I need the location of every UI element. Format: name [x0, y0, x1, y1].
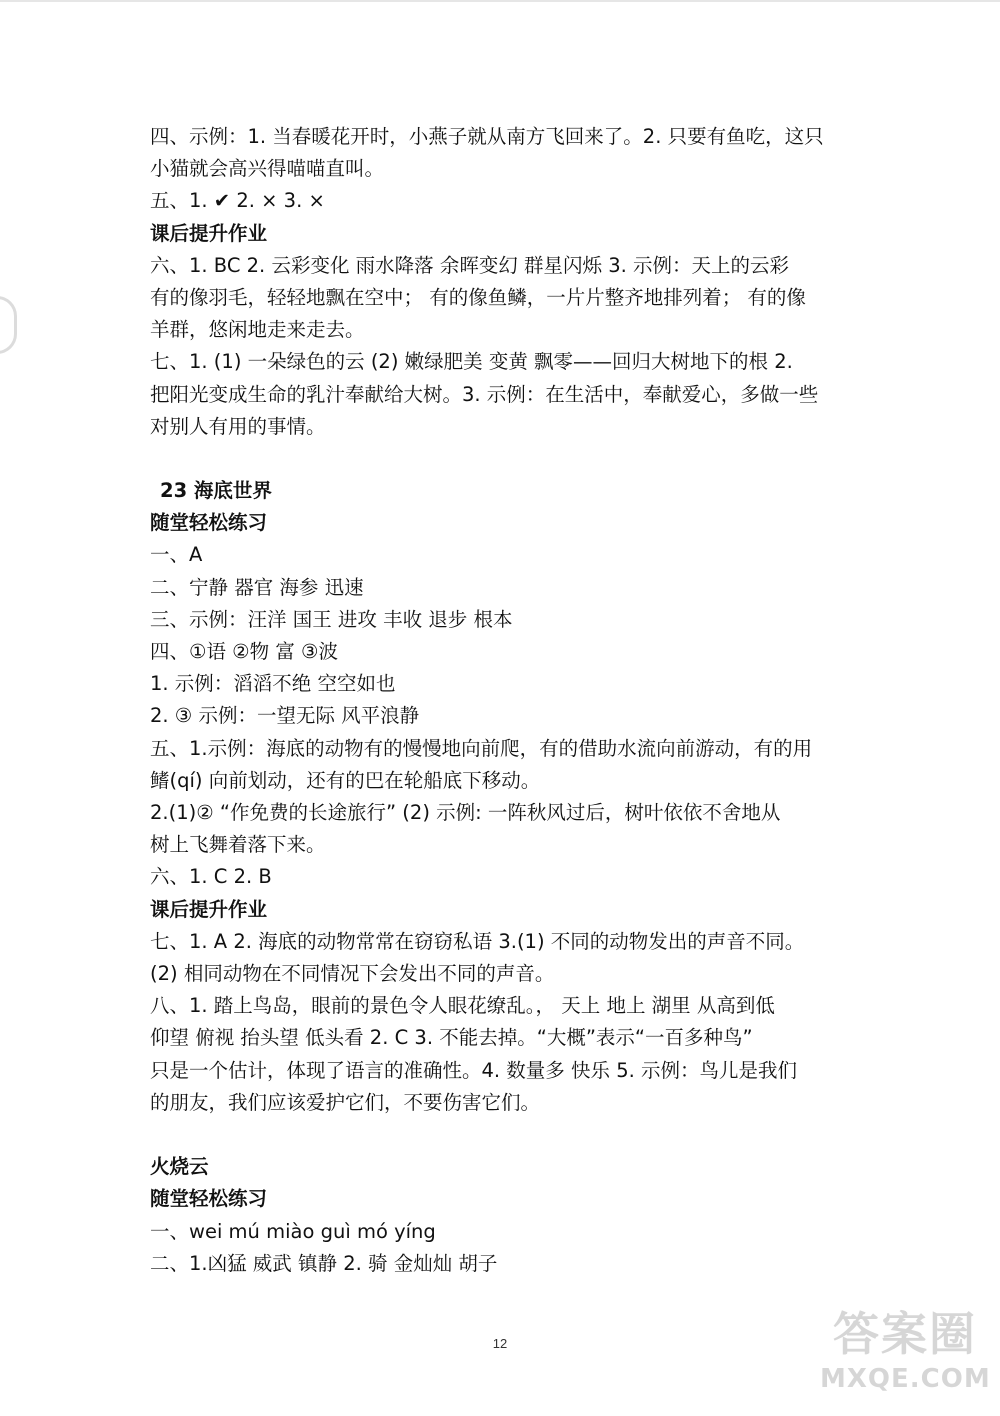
answer-line: 六、1. BC 2. 云彩变化 雨水降落 余晖变幻 群星闪烁 3. 示例：天上的云彩 — [150, 253, 790, 277]
answer-line: 对别人有用的事情。 — [150, 414, 326, 438]
top-border-line — [0, 0, 1000, 2]
answer-line: 四、①语 ②物 富 ③波 — [150, 640, 339, 664]
answer-line: 二、宁静 器官 海参 迅速 — [150, 575, 364, 599]
section-gap — [150, 443, 862, 475]
answer-line: 五、1.示例：海底的动物有的慢慢地向前爬，有的借助水流向前游动，有的用 — [150, 736, 813, 760]
answer-line: 2.(1)② “作免费的长途旅行” (2) 示例: 一阵秋风过后，树叶依依不舍地从 — [150, 801, 781, 825]
answer-line: 二、1.凶猛 威武 镇静 2. 骑 金灿灿 胡子 — [150, 1251, 498, 1275]
page-number: 12 — [492, 1336, 508, 1351]
answer-line: (2) 相同动物在不同情况下会发出不同的声音。 — [150, 962, 555, 986]
answer-line: 五、1. ✔ 2. × 3. × — [150, 189, 325, 213]
answer-line: 树上飞舞着落下来。 — [150, 833, 326, 857]
answer-line: 仰望 俯视 抬头望 低头看 2. C 3. 不能去掉。“大概”表示“一百多种鸟” — [150, 1026, 753, 1050]
answer-line: 八、1. 踏上鸟岛，眼前的景色令人眼花缭乱。， 天上 地上 湖里 从高到低 — [150, 994, 775, 1018]
answer-line: 只是一个估计，体现了语言的准确性。4. 数量多 快乐 5. 示例：鸟儿是我们 — [150, 1058, 798, 1082]
subsection-heading: 火烧云 — [150, 1155, 209, 1179]
answer-line: 1. 示例：滔滔不绝 空空如也 — [150, 672, 396, 696]
answer-line: 羊群，悠闲地走来走去。 — [150, 318, 365, 342]
subsection-heading: 课后提升作业 — [150, 897, 268, 921]
answer-line: 一、A — [150, 543, 203, 567]
answer-line: 一、wei mú miào guì mó yíng — [150, 1219, 436, 1243]
answer-text-body — [150, 121, 862, 1280]
answer-line: 小猫就会高兴得喵喵直叫。 — [150, 157, 385, 181]
answer-line: 把阳光变成生命的乳汁奉献给大树。3. 示例：在生活中，奉献爱心，多做一些 — [150, 382, 819, 406]
section-gap — [150, 1119, 862, 1151]
answer-line: 三、示例：汪洋 国王 进攻 丰收 退步 根本 — [150, 607, 513, 631]
answer-line: 有的像羽毛，轻轻地飘在空中； 有的像鱼鳞，一片片整齐地排列着； 有的像 — [150, 286, 806, 310]
answer-line: 七、1. (1) 一朵绿色的云 (2) 嫩绿肥美 变黄 飘零——回归大树地下的根 2. — [150, 350, 793, 374]
answer-line: 七、1. A 2. 海底的动物常常在窃窃私语 3.(1) 不同的动物发出的声音不同。 — [150, 929, 805, 953]
section-title: 23 海底世界 — [160, 479, 272, 503]
answer-line: 六、1. C 2. B — [150, 865, 272, 889]
watermark-text: 答案圈 — [833, 1307, 977, 1361]
subsection-heading: 课后提升作业 — [150, 221, 268, 245]
watermark-url: MXQE.COM — [820, 1364, 991, 1394]
answer-line: 四、示例：1. 当春暖花开时，小燕子就从南方飞回来了。2. 只要有鱼吃，这只 — [150, 125, 824, 148]
answer-line: 2. ③ 示例：一望无际 风平浪静 — [150, 704, 420, 728]
answer-line: 鳍(qí) 向前划动，还有的巴在轮船底下移动。 — [150, 768, 541, 792]
subsection-heading: 随堂轻松练习 — [150, 511, 268, 535]
scan-edge-mark — [0, 296, 17, 354]
subsection-heading: 随堂轻松练习 — [150, 1187, 268, 1211]
watermark-logo — [820, 1298, 990, 1408]
answer-line: 的朋友，我们应该爱护它们，不要伤害它们。 — [150, 1090, 541, 1114]
